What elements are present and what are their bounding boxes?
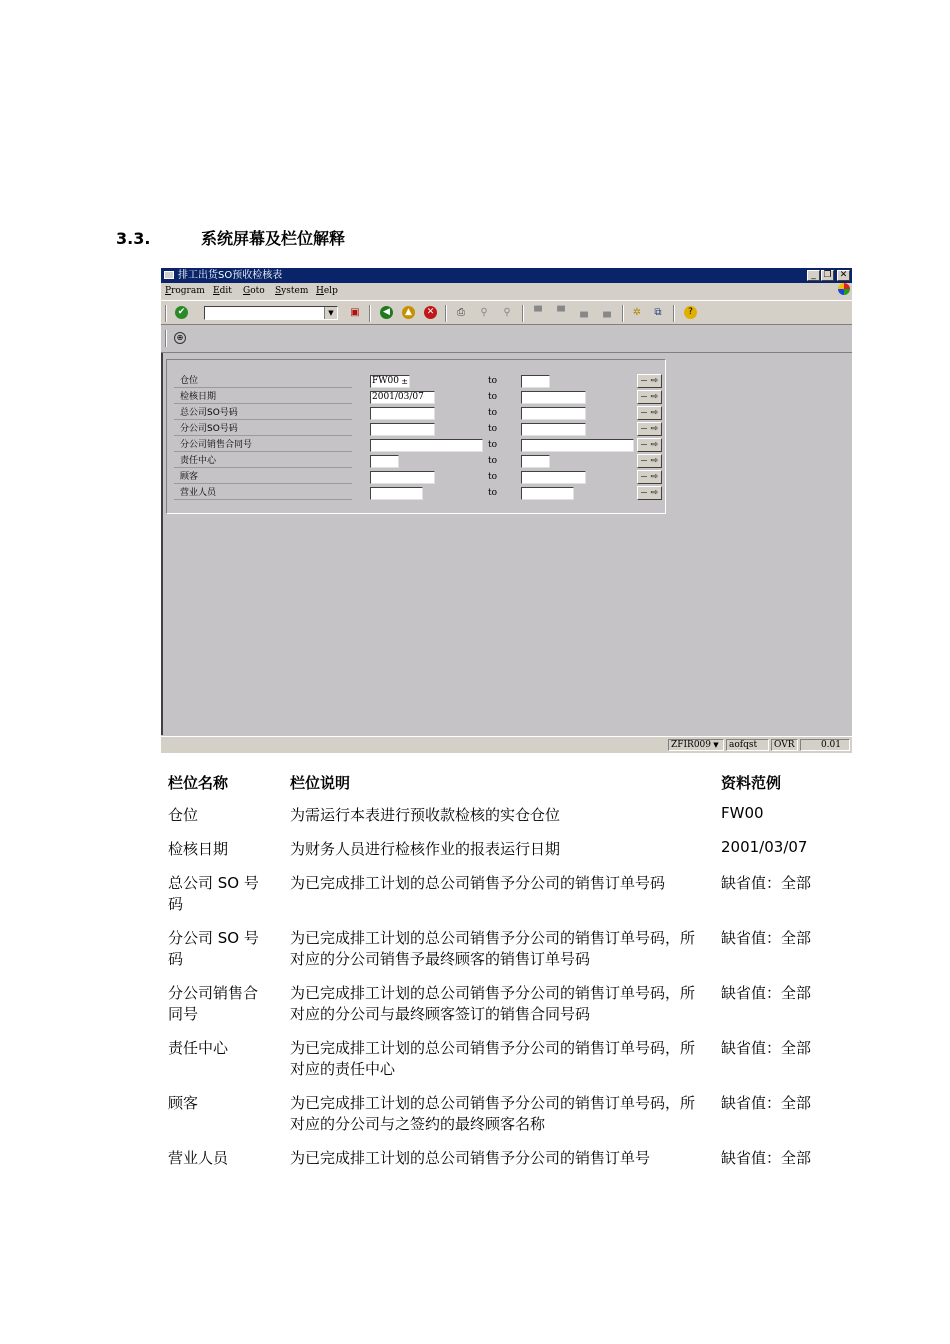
- command-field[interactable]: [204, 306, 338, 320]
- status-program[interactable]: [668, 739, 724, 751]
- table-cell-name: 分公司 SO 号码: [168, 929, 259, 968]
- branch-so-to-input[interactable]: [521, 423, 586, 436]
- section-title: 系统屏幕及栏位解释: [201, 229, 346, 248]
- menu-help[interactable]: Help: [316, 286, 338, 296]
- branch-so-from-input[interactable]: [370, 423, 435, 436]
- to-label: to: [488, 472, 498, 482]
- multiple-selection-button[interactable]: [637, 486, 662, 500]
- menu-bar: [161, 283, 852, 300]
- to-label: to: [488, 488, 498, 498]
- toolbar-separator: [165, 330, 167, 347]
- toolbar-separator: [369, 305, 371, 322]
- next-page-icon[interactable]: ▄: [580, 307, 588, 318]
- first-page-icon[interactable]: ▀: [534, 307, 542, 318]
- multiple-selection-button[interactable]: [637, 438, 662, 452]
- table-cell-desc: 为需运行本表进行预收款检核的实仓仓位: [290, 806, 561, 824]
- multiple-selection-button[interactable]: [637, 406, 662, 420]
- arrow-right-icon: ⇨: [650, 472, 658, 482]
- title-bar: [161, 268, 852, 283]
- sales-rep-from-input[interactable]: [370, 487, 423, 500]
- customer-from-input[interactable]: [370, 471, 435, 484]
- arrow-right-icon: ⇨: [650, 440, 658, 450]
- table-cell-example: 2001/03/07: [721, 838, 808, 856]
- table-cell-example: FW00: [721, 804, 764, 822]
- status-server: aofqst: [726, 739, 769, 751]
- arrow-right-icon: ⇨: [650, 408, 658, 418]
- table-cell-example: 缺省值：全部: [721, 1149, 812, 1167]
- sales-rep-to-input[interactable]: [521, 487, 574, 500]
- arrow-right-icon: ⇨: [650, 488, 658, 498]
- chevron-down-icon: ▼: [711, 741, 719, 749]
- field-label: 分公司SO号码: [174, 423, 352, 436]
- section-number: 3.3.: [116, 229, 151, 248]
- selection-row-customer: [174, 471, 658, 486]
- table-cell-desc: 为已完成排工计划的总公司销售予分公司的销售订单号码，所对应的责任中心: [290, 1039, 696, 1078]
- status-program-text: ZFIR009: [671, 740, 712, 750]
- field-label: 仓位: [174, 375, 352, 388]
- window-icon: [164, 271, 174, 279]
- table-cell-name: 顾客: [168, 1094, 199, 1112]
- table-header-name: 栏位名称: [168, 774, 229, 792]
- multiple-selection-button[interactable]: [637, 390, 662, 404]
- to-label: to: [488, 392, 498, 402]
- warehouse-to-input[interactable]: [521, 375, 550, 388]
- help-icon[interactable]: ?: [684, 306, 697, 319]
- field-label: 顾客: [174, 471, 352, 484]
- print-icon[interactable]: ⎙: [457, 307, 465, 318]
- check-date-from-input[interactable]: 2001/03/07: [370, 391, 435, 404]
- hq-so-from-input[interactable]: [370, 407, 435, 420]
- cancel-icon[interactable]: ✕: [424, 306, 437, 319]
- arrow-right-icon: ⇨: [650, 424, 658, 434]
- field-label: 总公司SO号码: [174, 407, 352, 420]
- table-cell-example: 缺省值：全部: [721, 1094, 812, 1112]
- status-time: 0.01: [800, 739, 850, 751]
- check-date-to-input[interactable]: [521, 391, 586, 404]
- menu-goto[interactable]: Goto: [243, 286, 265, 296]
- section-heading: [116, 226, 345, 249]
- selection-row-hq-so: [174, 407, 658, 422]
- customer-to-input[interactable]: [521, 471, 586, 484]
- table-cell-name: 检核日期: [168, 840, 229, 858]
- table-cell-desc: 为已完成排工计划的总公司销售予分公司的销售订单号码，所对应的分公司销售予最终顾客的销售订单号码: [290, 929, 696, 968]
- table-cell-example: 缺省值：全部: [721, 874, 812, 892]
- warehouse-from-input[interactable]: FW00 ±: [372, 376, 408, 386]
- branch-contract-to-input[interactable]: [521, 439, 634, 452]
- execute-icon[interactable]: ⊕: [174, 332, 186, 344]
- multiple-selection-button[interactable]: [637, 422, 662, 436]
- multiple-selection-button[interactable]: [637, 470, 662, 484]
- hq-so-to-input[interactable]: [521, 407, 586, 420]
- restore-button[interactable]: ❐: [821, 270, 834, 281]
- menu-edit[interactable]: Edit: [213, 286, 232, 296]
- table-cell-desc: 为已完成排工计划的总公司销售予分公司的销售订单号: [290, 1149, 651, 1167]
- menu-program[interactable]: Program: [165, 286, 205, 296]
- table-header-desc: 栏位说明: [290, 774, 351, 792]
- to-label: to: [488, 376, 498, 386]
- toolbar-separator: [165, 305, 167, 322]
- multiple-selection-button[interactable]: [637, 454, 662, 468]
- selection-row-warehouse: [174, 375, 658, 390]
- table-cell-desc: 为财务人员进行检核作业的报表运行日期: [290, 840, 561, 858]
- menu-system[interactable]: System: [275, 286, 309, 296]
- to-label: to: [488, 456, 498, 466]
- window-title: 排工出货SO预收检核表: [178, 270, 283, 281]
- selection-row-check-date: [174, 391, 658, 406]
- find-icon[interactable]: ⚲: [480, 307, 488, 318]
- responsibility-center-to-input[interactable]: [521, 455, 550, 468]
- field-label: 分公司销售合同号: [174, 439, 352, 452]
- selection-row-responsibility-center: [174, 455, 658, 470]
- enter-icon[interactable]: ✔: [175, 306, 188, 319]
- previous-page-icon[interactable]: ▀: [557, 307, 565, 318]
- arrow-right-icon: ⇨: [650, 456, 658, 466]
- close-button[interactable]: ✕: [837, 270, 850, 281]
- table-cell-desc: 为已完成排工计划的总公司销售予分公司的销售订单号码: [290, 874, 666, 892]
- table-cell-name: 责任中心: [168, 1039, 229, 1057]
- create-session-icon[interactable]: ✲: [632, 307, 642, 318]
- shortcut-icon[interactable]: ⧉: [654, 307, 662, 318]
- sap-logo-icon: [838, 283, 850, 295]
- table-cell-name: 总公司 SO 号码: [168, 874, 259, 913]
- arrow-right-icon: ⇨: [650, 392, 658, 402]
- field-label: 责任中心: [174, 455, 352, 468]
- responsibility-center-from-input[interactable]: [370, 455, 399, 468]
- selection-row-sales-rep: [174, 487, 658, 502]
- table-cell-desc: 为已完成排工计划的总公司销售予分公司的销售订单号码，所对应的分公司与之签约的最终顾客名称: [290, 1094, 696, 1133]
- field-label: 营业人员: [174, 487, 352, 500]
- toolbar-separator: [522, 305, 524, 322]
- minimize-button[interactable]: _: [807, 270, 820, 281]
- standard-toolbar: [161, 300, 852, 325]
- table-cell-desc: 为已完成排工计划的总公司销售予分公司的销售订单号码，所对应的分公司与最终顾客签订的销售合同号码: [290, 984, 696, 1023]
- back-icon[interactable]: ◀: [380, 306, 393, 319]
- exit-icon[interactable]: ▲: [402, 306, 415, 319]
- table-cell-example: 缺省值：全部: [721, 984, 812, 1002]
- to-label: to: [488, 424, 498, 434]
- table-header-example: 资料范例: [721, 774, 782, 792]
- toolbar-separator: [445, 305, 447, 322]
- field-label: 检核日期: [174, 391, 352, 404]
- window-left-edge: [161, 353, 163, 735]
- status-bar: [161, 736, 852, 753]
- dropdown-icon[interactable]: ±: [401, 377, 408, 386]
- multiple-selection-button[interactable]: [637, 374, 662, 388]
- table-cell-name: 营业人员: [168, 1149, 229, 1167]
- table-cell-name: 分公司销售合同号: [168, 984, 259, 1023]
- save-icon[interactable]: ▣: [350, 307, 360, 318]
- application-toolbar: [161, 325, 852, 353]
- toolbar-separator: [622, 305, 624, 322]
- selection-row-branch-contract: [174, 439, 658, 454]
- to-label: to: [488, 408, 498, 418]
- toolbar-separator: [673, 305, 675, 322]
- sap-window: [161, 268, 852, 752]
- chevron-down-icon[interactable]: ▼: [324, 307, 337, 319]
- selection-row-branch-so: [174, 423, 658, 438]
- to-label: to: [488, 440, 498, 450]
- last-page-icon[interactable]: ▄: [603, 307, 611, 318]
- table-cell-example: 缺省值：全部: [721, 929, 812, 947]
- arrow-right-icon: ⇨: [650, 376, 658, 386]
- branch-contract-from-input[interactable]: [370, 439, 483, 452]
- table-cell-name: 仓位: [168, 806, 199, 824]
- table-cell-example: 缺省值：全部: [721, 1039, 812, 1057]
- find-next-icon[interactable]: ⚲: [503, 307, 511, 318]
- status-mode: OVR: [771, 739, 798, 751]
